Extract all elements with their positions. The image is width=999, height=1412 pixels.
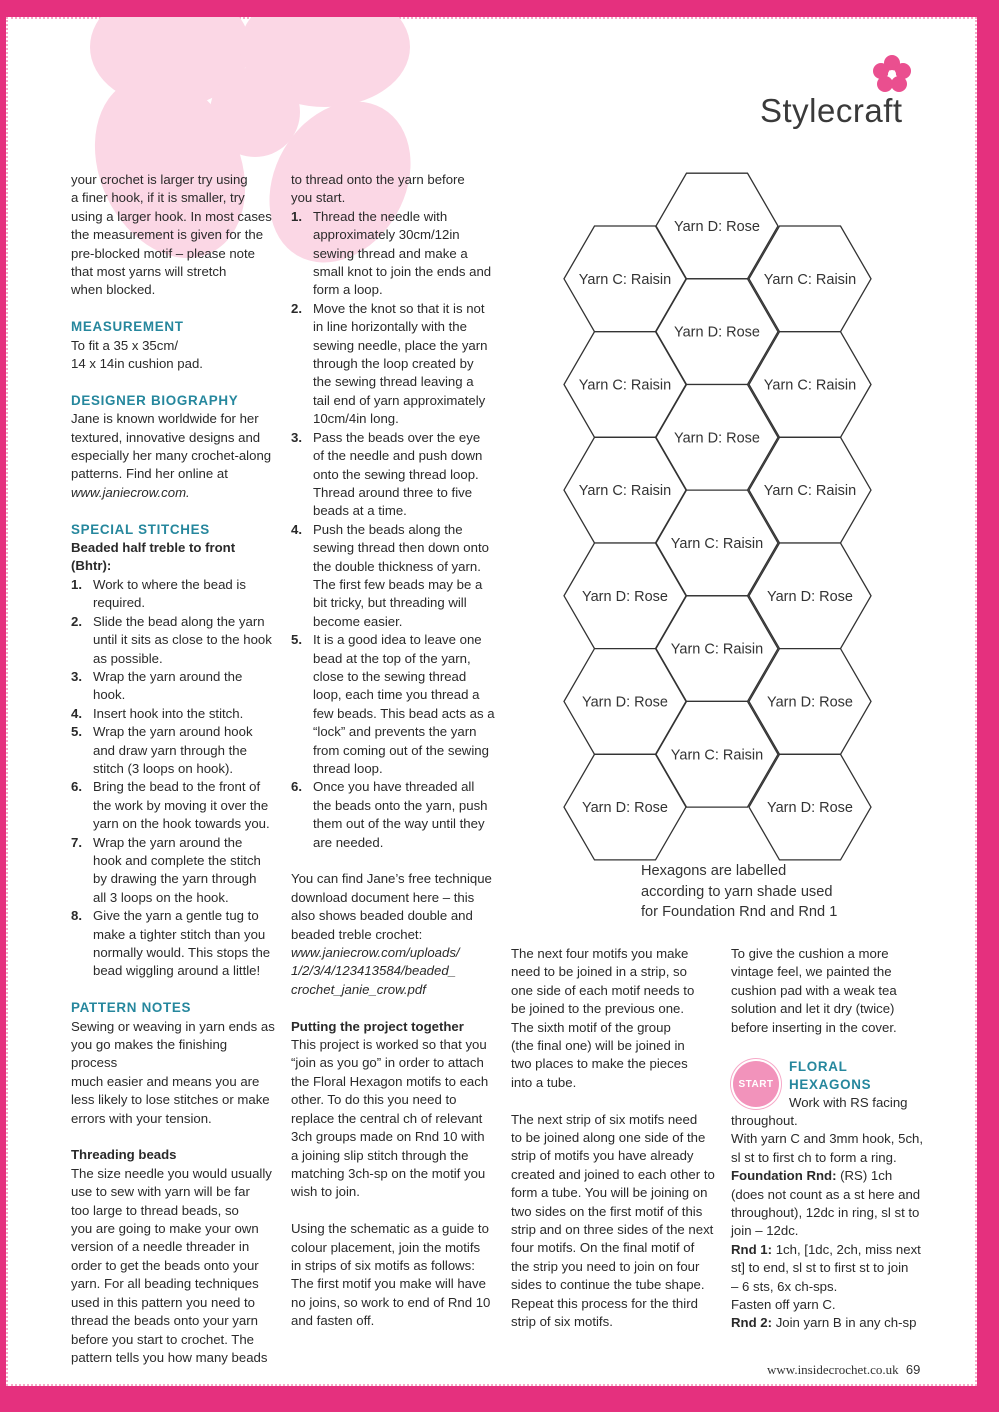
- technique-paragraph: [291, 870, 496, 944]
- text-line: Rnd 1: 1ch, [1dc, 2ch, miss next: [731, 1241, 921, 1257]
- text-line: to thread onto the yarn before: [291, 172, 465, 187]
- text-line: yarn. For all beading techniques: [71, 1276, 259, 1292]
- list-item-line: required.: [93, 595, 146, 611]
- text-line: To fit a 35 x 35cm/: [71, 337, 179, 353]
- list-item-number: 8.: [71, 908, 82, 924]
- measurement-paragraph: [71, 337, 276, 374]
- text-line: strip of six motifs.: [511, 1314, 613, 1330]
- list-item-line: Move the knot so that it is not: [313, 300, 485, 316]
- text-line: you are going to make your own: [71, 1221, 259, 1237]
- column-2: [291, 171, 496, 1331]
- list-item-number: 2.: [71, 613, 82, 629]
- ring-instructions: [731, 1130, 936, 1167]
- start-badge: START: [733, 1061, 779, 1107]
- list-item-line: 10cm/4in long.: [313, 411, 399, 427]
- text-line: the measurement is given for the: [71, 227, 264, 243]
- text-line: “join as you go” in order to attach: [291, 1055, 484, 1071]
- text-line: much easier and means you are: [71, 1073, 260, 1089]
- list-item-line: approximately 30cm/12in: [313, 227, 460, 243]
- text-line: need to be joined in a strip, so: [511, 964, 687, 980]
- floral-hexagons-heading: [789, 1058, 871, 1094]
- list-item-line: Give the yarn a gentle tug to: [93, 908, 259, 924]
- rs-facing-line: [789, 1094, 939, 1112]
- bhtr-steps-list: [71, 576, 276, 981]
- top-border: [0, 0, 999, 17]
- link-line: www.janiecrow.com/uploads/: [291, 945, 460, 961]
- text-line: This project is worked so that you: [291, 1037, 487, 1053]
- hexagon-label: Yarn D: Rose: [767, 800, 853, 817]
- list-item-line: small knot to join the ends and: [313, 264, 492, 280]
- floral-heading-line-1: FLORAL: [789, 1059, 848, 1074]
- hexagon-schematic: [555, 170, 895, 870]
- text-line: The size needle you would usually: [71, 1165, 272, 1181]
- text-line: your crochet is larger try using: [71, 172, 248, 187]
- list-item-line: Wrap the yarn around hook: [93, 724, 253, 740]
- text-line: matching 3ch-sp on the motif you: [291, 1165, 486, 1181]
- round-2: [731, 1314, 936, 1332]
- text-line: use to sew with yarn will be far: [71, 1184, 250, 1200]
- text-line: less likely to lose stitches or make: [71, 1092, 270, 1108]
- list-item-line: make a tighter stitch than you: [93, 926, 266, 942]
- list-item-line: are needed.: [313, 834, 384, 850]
- bhtr-title-line: Beaded half treble to front: [71, 540, 236, 556]
- footer-url[interactable]: www.insidecrochet.co.uk: [767, 1362, 899, 1377]
- text-line: strip and on three sides of the next: [511, 1222, 714, 1238]
- list-item-line: sewing needle, place the yarn: [313, 337, 488, 353]
- text-line: (the final one) will be joined in: [511, 1038, 685, 1054]
- list-item-line: close to the sewing thread: [313, 668, 467, 684]
- text-line: cushion pad with a weak tea: [731, 982, 897, 998]
- list-item: [71, 778, 276, 833]
- text-line: The first motif you make will have: [291, 1276, 486, 1292]
- list-item-line: become easier.: [313, 613, 403, 629]
- threading-steps-list: [291, 208, 496, 852]
- caption-line: according to yarn shade used: [641, 883, 833, 900]
- hexagon-label: Yarn D: Rose: [767, 588, 853, 605]
- bhtr-title-line: (Bhtr):: [71, 558, 112, 574]
- list-item-line: beads at a time.: [313, 503, 407, 519]
- list-item-line: It is a good idea to leave one: [313, 632, 482, 648]
- list-item: [71, 668, 276, 705]
- joining-paragraph-1: [511, 945, 721, 1092]
- list-item-line: few beads. This bead acts as a: [313, 705, 495, 721]
- caption-line: for Foundation Rnd and Rnd 1: [641, 904, 838, 921]
- list-item-line: Wrap the yarn around the hook.: [93, 668, 243, 703]
- list-item-line: Pass the beads over the eye: [313, 429, 481, 445]
- text-line: You can find Jane’s free technique: [291, 871, 492, 887]
- text-line: sides to continue the tube shape.: [511, 1277, 705, 1293]
- bottom-border: [0, 1386, 999, 1412]
- hexagon-label: Yarn C: Raisin: [578, 483, 672, 500]
- text-line: st] to end, sl st to first st to join: [731, 1260, 909, 1276]
- threading-beads-paragraph: [71, 1165, 276, 1367]
- text-line: – 6 sts, 6x ch-sps.: [731, 1278, 838, 1294]
- list-item-line: them out of the way until they: [313, 816, 485, 832]
- round-label: Rnd 1:: [731, 1241, 773, 1257]
- list-item-line: the work by moving it over the: [93, 797, 269, 813]
- list-item: [71, 834, 276, 908]
- hexagon-schematic-svg: [555, 170, 895, 870]
- list-item-line: Thread around three to five: [313, 484, 473, 500]
- list-item-line: loop, each time you thread a: [313, 687, 480, 703]
- text-line: Repeat this process for the third: [511, 1295, 698, 1311]
- text-line: a joining slip stitch through the: [291, 1147, 469, 1163]
- schematic-caption: [641, 861, 837, 923]
- round-label: Rnd 2:: [731, 1315, 773, 1331]
- pattern-notes-paragraph: [71, 1018, 276, 1128]
- logo-flower-icon: [872, 54, 912, 94]
- text-line: 3ch groups made on Rnd 10 with: [291, 1129, 485, 1145]
- list-item-number: 4.: [71, 705, 82, 721]
- text-line: created and joined to each other to: [511, 1166, 715, 1182]
- list-item-number: 4.: [291, 521, 302, 537]
- hexagon-label: Yarn D: Rose: [674, 430, 760, 447]
- joining-paragraph-2: [511, 1111, 721, 1332]
- text-line: pre-blocked motif – please note: [71, 245, 256, 261]
- list-item: [291, 429, 496, 521]
- text-line: patterns. Find her online at: [71, 466, 228, 482]
- text-line: replace the central ch of relevant: [291, 1110, 483, 1126]
- list-item-line: Push the beads along the: [313, 521, 463, 537]
- hexagon-label: Yarn C: Raisin: [670, 535, 764, 552]
- text-line: using a larger hook. In most cases: [71, 208, 272, 224]
- list-item-line: and draw yarn through the: [93, 742, 247, 758]
- list-item: [71, 576, 276, 613]
- technique-download-link[interactable]: [291, 944, 496, 999]
- text-line: Using the schematic as a guide to: [291, 1221, 489, 1237]
- cushion-tip-paragraph: [731, 945, 931, 1037]
- text-line: join – 12dc.: [731, 1223, 799, 1239]
- rs-facing-text: Work with RS facing: [789, 1095, 908, 1110]
- schematic-paragraph: [291, 1220, 496, 1330]
- putting-together-heading: Putting the project together: [291, 1018, 464, 1034]
- caption-line: Hexagons are labelled: [641, 863, 787, 879]
- brand-logo: Stylecraft: [760, 92, 903, 129]
- bhtr-title: [71, 539, 276, 576]
- list-item: [71, 723, 276, 778]
- list-item-line: the sewing thread leaving a: [313, 374, 474, 390]
- hexagon-label: Yarn D: Rose: [582, 800, 668, 817]
- text-line: The next four motifs you make: [511, 946, 689, 961]
- list-item-number: 3.: [291, 429, 302, 445]
- text-line: be joined to the previous one.: [511, 1001, 685, 1017]
- rs-facing-text-2: throughout.: [731, 1113, 798, 1128]
- text-line: used in this pattern you need to: [71, 1294, 256, 1310]
- list-item: [71, 613, 276, 668]
- list-item: [71, 907, 276, 981]
- text-line: no joins, so work to end of Rnd 10: [291, 1294, 491, 1310]
- text-line: when blocked.: [71, 282, 156, 298]
- list-item-number: 1.: [71, 576, 82, 592]
- threading-intro: [291, 171, 496, 208]
- intro-paragraph: [71, 171, 276, 300]
- text-line: a finer hook, if it is smaller, try: [71, 190, 245, 206]
- text-line: The sixth motif of the group: [511, 1019, 671, 1035]
- special-stitches-heading: SPECIAL STITCHES: [71, 521, 210, 537]
- list-item-line: stitch (3 loops on hook).: [93, 760, 234, 776]
- text-line: two sides on the first motif of this: [511, 1203, 703, 1219]
- text-line: other. To do this you need to: [291, 1092, 457, 1108]
- list-item-line: hook and complete the stitch: [93, 852, 261, 868]
- designer-website-link[interactable]: www.janiecrow.com.: [71, 484, 190, 500]
- text-line: especially her many crochet-along: [71, 448, 272, 464]
- right-border: [977, 0, 999, 1412]
- hexagon-label: Yarn D: Rose: [674, 219, 760, 235]
- hexagon-label: Yarn D: Rose: [674, 324, 760, 341]
- text-line: to be joined along one side of the: [511, 1130, 706, 1146]
- list-item-line: Thread the needle with: [313, 208, 448, 224]
- list-item-number: 7.: [71, 834, 82, 850]
- text-line: errors with your tension.: [71, 1110, 212, 1126]
- text-line: Sewing or weaving in yarn ends as: [71, 1018, 275, 1034]
- text-line: the strip you need to join on four: [511, 1258, 700, 1274]
- list-item-line: Slide the bead along the yarn: [93, 613, 265, 629]
- hexagon-label: Yarn C: Raisin: [763, 377, 857, 394]
- hexagon-label: Yarn C: Raisin: [578, 271, 672, 288]
- round-label: Foundation Rnd:: [731, 1168, 837, 1184]
- list-item-line: bead at the top of the yarn,: [313, 650, 471, 666]
- list-item-line: sewing thread and make a: [313, 245, 468, 261]
- list-item-line: “lock” and prevents the yarn: [313, 724, 477, 740]
- list-item-line: in line horizontally with the: [313, 319, 467, 335]
- list-item-number: 5.: [291, 632, 302, 648]
- list-item-line: through the loop created by: [313, 356, 474, 372]
- text-line: Rnd 2: Join yarn B in any ch-sp: [731, 1315, 917, 1331]
- list-item-line: the beads onto the yarn, push: [313, 797, 488, 813]
- list-item: [71, 705, 276, 723]
- text-line: With yarn C and 3mm hook, 5ch,: [731, 1131, 924, 1147]
- list-item-line: bead wiggling around a little!: [93, 963, 261, 979]
- text-line: in strips of six motifs as follows:: [291, 1257, 475, 1273]
- list-item-line: yarn on the hook towards you.: [93, 816, 270, 832]
- text-line: that most yarns will stretch: [71, 264, 227, 280]
- text-line: strip of motifs you have already: [511, 1148, 694, 1164]
- list-item-number: 5.: [71, 724, 82, 740]
- text-line: 14 x 14in cushion pad.: [71, 356, 203, 372]
- list-item-line: from coming out of the sewing: [313, 742, 489, 758]
- text-line: version of a needle threader in: [71, 1239, 250, 1255]
- text-line: the Floral Hexagon motifs to each: [291, 1073, 489, 1089]
- foundation-round: [731, 1167, 936, 1241]
- list-item-line: Bring the bead to the front of: [93, 779, 261, 795]
- text-line: before you start to crochet. The: [71, 1331, 255, 1347]
- text-line: The next strip of six motifs need: [511, 1111, 698, 1127]
- list-item-number: 2.: [291, 300, 302, 316]
- text-line: also shows beaded double and: [291, 908, 473, 924]
- text-line: form a tube. You will be joining on: [511, 1185, 708, 1201]
- text-line: Fasten off yarn C.: [731, 1297, 836, 1313]
- text-line: wish to join.: [291, 1184, 360, 1200]
- column-3: [511, 945, 721, 1332]
- list-item-line: form a loop.: [313, 282, 383, 298]
- text-line: before inserting in the cover.: [731, 1019, 897, 1035]
- hexagon-label: Yarn C: Raisin: [670, 747, 764, 764]
- list-item: [291, 208, 496, 300]
- floral-hexagon-instructions: [731, 1112, 936, 1333]
- text-line: into a tube.: [511, 1074, 577, 1090]
- page-footer: [767, 1362, 920, 1378]
- threading-beads-heading: Threading beads: [71, 1147, 177, 1163]
- page-number: 69: [905, 1362, 921, 1377]
- text-line: colour placement, join the motifs: [291, 1239, 481, 1255]
- text-line: thread the beads onto your yarn: [71, 1313, 258, 1329]
- list-item-line: thread loop.: [313, 761, 383, 776]
- text-line: vintage feel, we painted the: [731, 964, 892, 980]
- hexagon-label: Yarn C: Raisin: [763, 483, 857, 500]
- text-line: sl st to first ch to form a ring.: [731, 1149, 897, 1165]
- list-item-line: until it sits as close to the hook: [93, 632, 272, 648]
- list-item-line: onto the sewing thread loop.: [313, 466, 479, 482]
- list-item-line: Insert hook into the stitch.: [93, 705, 244, 721]
- list-item-line: the double thickness of yarn.: [313, 558, 481, 574]
- text-line: one side of each motif needs to: [511, 982, 695, 998]
- measurement-heading: MEASUREMENT: [71, 319, 184, 335]
- list-item: [291, 778, 496, 852]
- list-item-line: The first few beads may be a: [313, 576, 483, 592]
- text-line: Jane is known worldwide for her: [71, 411, 259, 427]
- hexagon-label: Yarn C: Raisin: [763, 271, 857, 288]
- list-item-line: tail end of yarn approximately: [313, 392, 486, 408]
- link-line: crochet_janie_crow.pdf: [291, 981, 426, 997]
- hexagon-label: Yarn D: Rose: [582, 588, 668, 605]
- text-line: download document here – this: [291, 889, 475, 905]
- list-item-number: 6.: [71, 779, 82, 795]
- list-item-line: sewing thread then down onto: [313, 540, 489, 556]
- text-line: pattern tells you how many beads: [71, 1349, 268, 1365]
- list-item-line: normally would. This stops the: [93, 945, 271, 961]
- list-item-line: of the needle and push down: [313, 448, 483, 464]
- list-item-line: Once you have threaded all: [313, 779, 475, 795]
- hexagon-label: Yarn C: Raisin: [578, 377, 672, 394]
- putting-together-paragraph: [291, 1036, 496, 1202]
- list-item-line: Work to where the bead is: [93, 576, 246, 592]
- list-item-number: 1.: [291, 208, 302, 224]
- hexagon-label: Yarn C: Raisin: [670, 641, 764, 658]
- biography-paragraph: [71, 410, 276, 484]
- list-item-line: by drawing the yarn through: [93, 871, 257, 887]
- list-item-line: bit tricky, but threading will: [313, 595, 467, 611]
- list-item-line: Wrap the yarn around the: [93, 834, 243, 850]
- hexagon-label: Yarn D: Rose: [767, 694, 853, 711]
- floral-heading-line-2: HEXAGONS: [789, 1077, 872, 1092]
- column-4: [731, 945, 931, 1037]
- link-line: 1/2/3/4/123413584/beaded_: [291, 963, 457, 979]
- list-item-line: all 3 loops on the hook.: [93, 889, 229, 905]
- text-line: you go makes the finishing process: [71, 1037, 228, 1071]
- text-line: solution and let it dry (twice): [731, 1001, 895, 1017]
- list-item-line: as possible.: [93, 650, 163, 666]
- hexagon-label: Yarn D: Rose: [582, 694, 668, 711]
- list-item-number: 3.: [71, 668, 82, 684]
- text-line: too large to thread beads, so: [71, 1202, 239, 1218]
- text-line: textured, innovative designs and: [71, 429, 261, 445]
- text-line: throughout), 12dc in ring, sl st to: [731, 1205, 920, 1221]
- text-line: (does not count as a st here and: [731, 1186, 921, 1202]
- text-line: you start.: [291, 190, 346, 206]
- round-1: [731, 1241, 936, 1315]
- text-line: beaded treble crochet:: [291, 926, 423, 942]
- list-item-number: 6.: [291, 779, 302, 795]
- list-item: [291, 521, 496, 631]
- text-line: four motifs. On the final motif of: [511, 1240, 695, 1256]
- pattern-notes-heading: PATTERN NOTES: [71, 1000, 192, 1016]
- text-line: and fasten off.: [291, 1313, 375, 1329]
- text-line: order to get the beads onto your: [71, 1257, 259, 1273]
- designer-biography-heading: DESIGNER BIOGRAPHY: [71, 392, 239, 408]
- list-item: [291, 300, 496, 429]
- text-line: To give the cushion a more: [731, 946, 889, 961]
- text-line: Foundation Rnd: (RS) 1ch: [731, 1168, 893, 1184]
- text-line: two places to make the pieces: [511, 1056, 688, 1072]
- column-1: [71, 171, 276, 1367]
- list-item: [291, 631, 496, 778]
